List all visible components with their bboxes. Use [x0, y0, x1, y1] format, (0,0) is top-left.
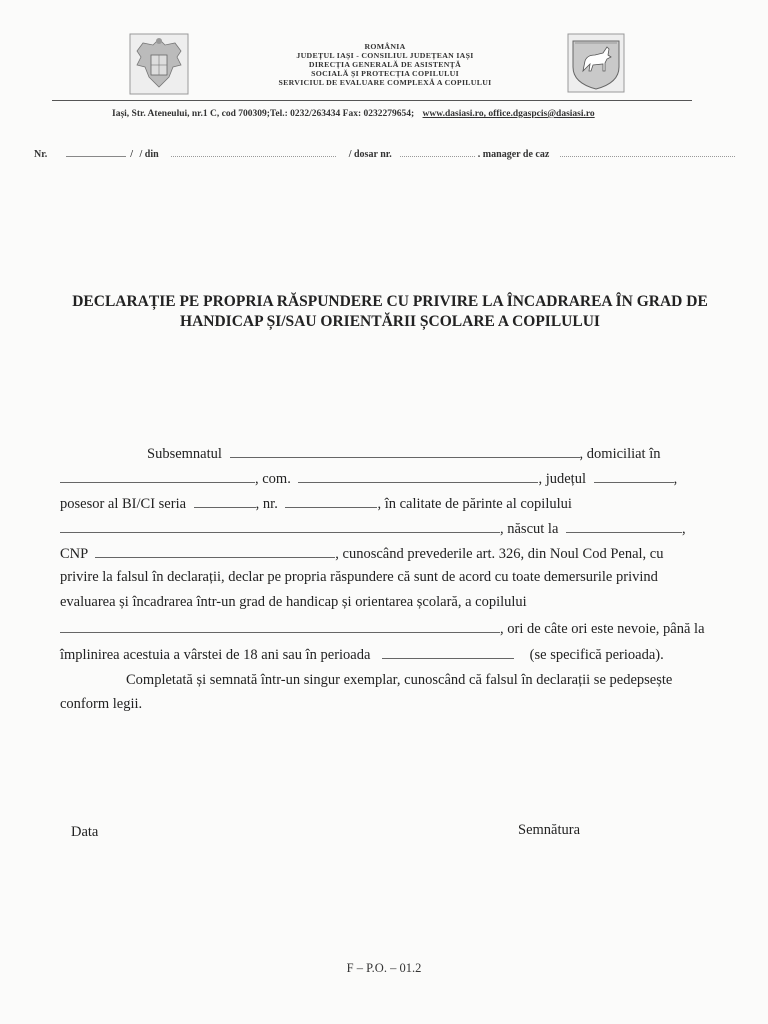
nr-label: Nr.: [34, 149, 48, 160]
county-field[interactable]: [594, 469, 674, 483]
reference-row: [34, 147, 735, 160]
ori-text: , ori de câte ori este nevoie, până la: [500, 621, 705, 637]
data-label: Data: [71, 824, 99, 840]
header-line-2: DIRECȚIA GENERALĂ DE ASISTENȚĂ: [308, 60, 462, 69]
title-line-1: DECLARAȚIE PE PROPRIA RĂSPUNDERE CU PRIVIRE LA ÎNCADRAREA ÎN GRAD DE: [72, 293, 708, 310]
se-specifica-text: (se specifică perioada).: [529, 647, 664, 663]
comma-1: ,: [673, 471, 678, 487]
din-label: / din: [139, 149, 159, 160]
manager-field[interactable]: [560, 147, 735, 157]
child-name-field-2[interactable]: [60, 619, 500, 633]
body-line-8: [60, 619, 705, 638]
manager-label: . manager de caz: [477, 149, 550, 160]
conform-text: conform legii.: [60, 696, 143, 712]
evaluarea-text: evaluarea și încadrarea într-un grad de handicap și orientarea școlară, a copilului: [60, 594, 527, 610]
dosar-label: / dosar nr.: [348, 149, 392, 160]
locality-field[interactable]: [60, 469, 255, 483]
name-field[interactable]: [230, 444, 580, 458]
implinirea-text: împlinirea acestuia a vârstei de 18 ani sau în perioada: [60, 647, 371, 663]
body-line-2: [60, 469, 677, 488]
domiciliat-label: , domiciliat în: [579, 446, 661, 462]
id-series-field[interactable]: [194, 494, 256, 508]
com-label: , com.: [255, 471, 291, 487]
completata-text: Completată și semnată într-un singur exemplar, cunoscând că falsul în declarații se pedepsește: [126, 672, 673, 688]
header-address: [112, 109, 595, 119]
body-line-10: [126, 672, 672, 689]
nascut-label: , născut la: [500, 521, 559, 537]
calitate-label: , în calitate de părinte al copilului: [377, 496, 572, 512]
subsemnatul-label: Subsemnatul: [147, 446, 222, 462]
iasi-county-coat-of-arms-icon: [567, 33, 625, 93]
posesor-label: posesor al BI/CI seria: [60, 496, 187, 512]
header-line-1: JUDEȚUL IAȘI - CONSILIUL JUDEȚEAN IAȘI: [296, 51, 474, 60]
website-link[interactable]: www.dasiasi.ro, office.dgaspcis@dasiasi.ro: [422, 109, 595, 119]
body-line-11: [60, 696, 142, 713]
body-line-1: [147, 444, 661, 463]
id-nr-label: , nr.: [255, 496, 278, 512]
judetul-label: , județul: [538, 471, 586, 487]
slash-label: /: [130, 149, 134, 160]
id-number-field[interactable]: [285, 494, 377, 508]
dosar-field[interactable]: [400, 147, 475, 157]
header-line-3: SOCIALĂ ȘI PROTECȚIA COPILULUI: [311, 69, 459, 78]
header-divider: [52, 100, 692, 101]
birth-date-field[interactable]: [566, 519, 682, 533]
body-line-5: [60, 544, 663, 563]
form-code: F – P.O. – 01.2: [346, 961, 422, 975]
body-line-4: [60, 519, 686, 538]
address-text: Iași, Str. Ateneului, nr.1 C, cod 700309;Tel.: 0232/263434 Fax: 0232279654;: [112, 109, 415, 119]
nr-field[interactable]: [66, 147, 126, 157]
date-field[interactable]: [171, 147, 336, 157]
body-line-3: [60, 494, 572, 513]
period-field[interactable]: [382, 645, 514, 659]
cnp-label: CNP: [60, 546, 88, 562]
cnp-field[interactable]: [95, 544, 335, 558]
romania-coat-of-arms-icon: [129, 33, 189, 95]
cunoscand-text: , cunoscând prevederile art. 326, din Noul Cod Penal, cu: [335, 546, 664, 562]
body-line-6: [60, 569, 658, 586]
title-line-2: HANDICAP ȘI/SAU ORIENTĂRII ȘCOLARE A COPILULUI: [180, 313, 600, 330]
commune-field[interactable]: [298, 469, 538, 483]
document-title: [50, 292, 730, 332]
comma-2: ,: [682, 521, 686, 537]
body-line-7: [60, 594, 527, 611]
semnatura-label: Semnătura: [518, 822, 581, 838]
child-name-field[interactable]: [60, 519, 500, 533]
body-line-9: [60, 645, 664, 664]
header-line-4: SERVICIUL DE EVALUARE COMPLEXĂ A COPILULUI: [278, 78, 492, 87]
privire-text: privire la falsul în declarații, declar pe propria răspundere că sunt de acord cu toate demersurile privind: [60, 569, 658, 585]
header-country: ROMÂNIA: [364, 42, 406, 51]
